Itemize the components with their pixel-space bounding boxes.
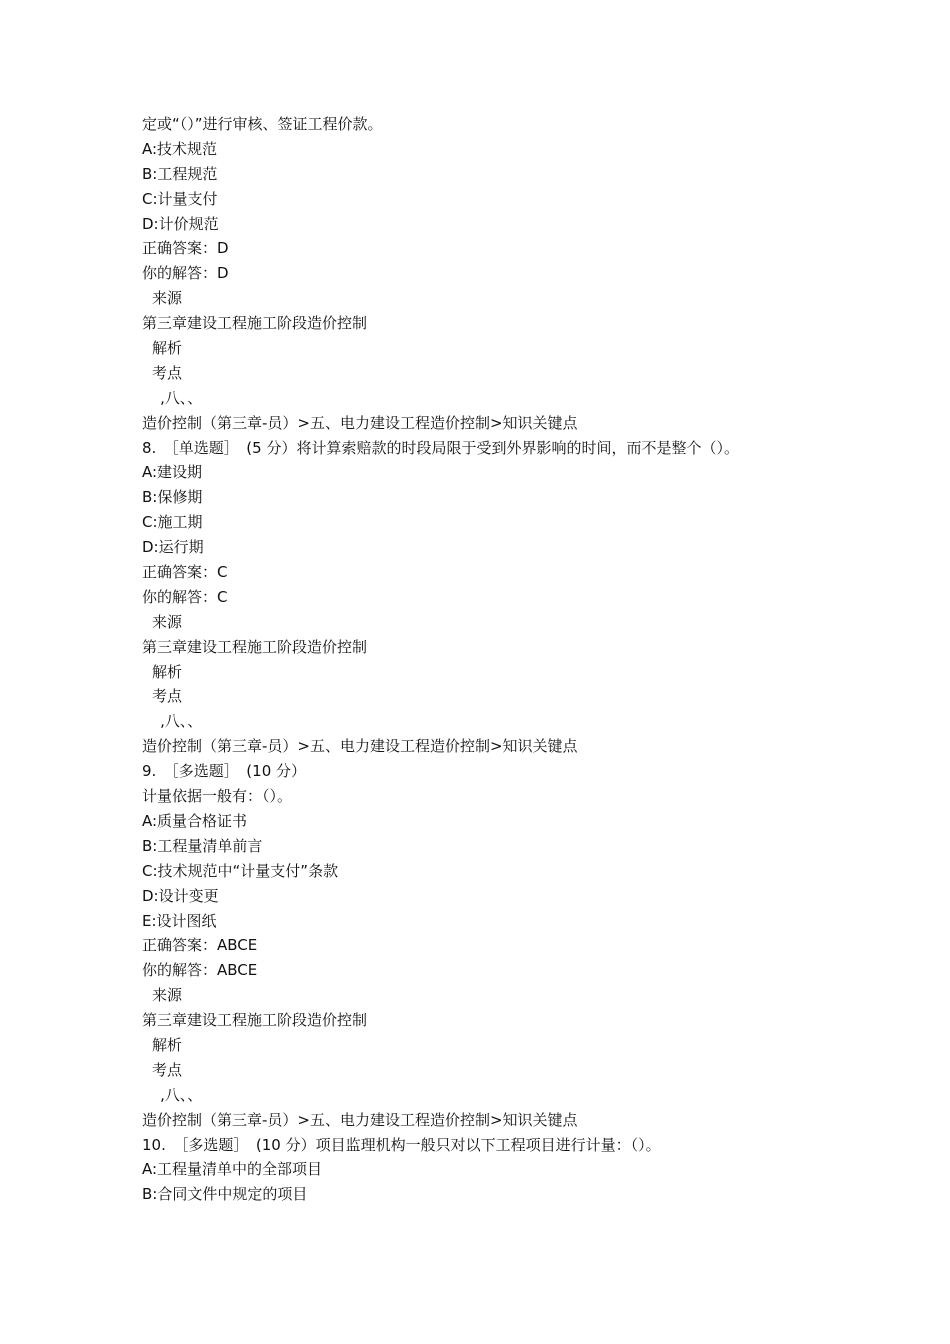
key-point-fragment: ‚八、、 [160,388,203,407]
analysis-label: 解析 [152,662,183,681]
analysis-label: 解析 [152,1035,183,1054]
key-point-path: 造价控制（第三章-员）>五、电力建设工程造价控制>知识关键点 [142,1110,578,1129]
question-9-header: 9. ［多选题］ (10 分） [142,762,307,781]
correct-answer: 正确答案：C [142,563,228,582]
key-point-fragment: ‚八、、 [160,712,203,731]
source-chapter: 第三章建设工程施工阶段造价控制 [142,637,368,656]
key-point-label: 考点 [152,363,183,382]
key-point-label: 考点 [152,687,183,706]
your-answer: 你的解答：ABCE [142,961,258,980]
source-label: 来源 [152,289,183,308]
document-body [142,112,862,1207]
source-label: 来源 [152,612,183,631]
option-c: C:计量支付 [142,189,218,208]
option-b: B:合同文件中规定的项目 [142,1185,308,1204]
option-a: A:质量合格证书 [142,811,248,830]
key-point-label: 考点 [152,1060,183,1079]
your-answer: 你的解答：D [142,264,229,283]
option-d: D:运行期 [142,538,204,557]
question-stem-continuation: 定或“（）”进行审核、签证工程价款。 [142,115,383,133]
option-c: C:技术规范中“计量支付”条款 [142,861,339,880]
option-d: D:设计变更 [142,886,219,905]
source-chapter: 第三章建设工程施工阶段造价控制 [142,1011,368,1030]
question-10-stem: 10. ［多选题］ (10 分）项目监理机构一般只对以下工程项目进行计量：（）。 [142,1135,661,1154]
key-point-path: 造价控制（第三章-员）>五、电力建设工程造价控制>知识关键点 [142,737,578,756]
key-point-path: 造价控制（第三章-员）>五、电力建设工程造价控制>知识关键点 [142,413,578,432]
option-a: A:建设期 [142,463,203,482]
key-point-fragment: ‚八、、 [160,1085,203,1104]
question-9-stem: 计量依据一般有：（）。 [142,787,293,806]
option-b: B:工程量清单前言 [142,836,263,855]
source-label: 来源 [152,986,183,1005]
your-answer: 你的解答：C [142,587,228,606]
analysis-label: 解析 [152,339,183,358]
option-a: A:工程量清单中的全部项目 [142,1160,323,1179]
option-c: C:施工期 [142,513,203,532]
option-b: B:保修期 [142,488,203,507]
correct-answer: 正确答案：ABCE [142,936,258,955]
source-chapter: 第三章建设工程施工阶段造价控制 [142,314,368,333]
option-d: D:计价规范 [142,214,219,233]
option-e: E:设计图纸 [142,911,217,930]
question-8-stem: 8. ［单选题］ (5 分）将计算索赔款的时段局限于受到外界影响的时间，而不是整个（）。 [142,438,739,457]
option-b: B:工程规范 [142,164,218,183]
option-a: A:技术规范 [142,139,218,158]
correct-answer: 正确答案：D [142,239,229,258]
